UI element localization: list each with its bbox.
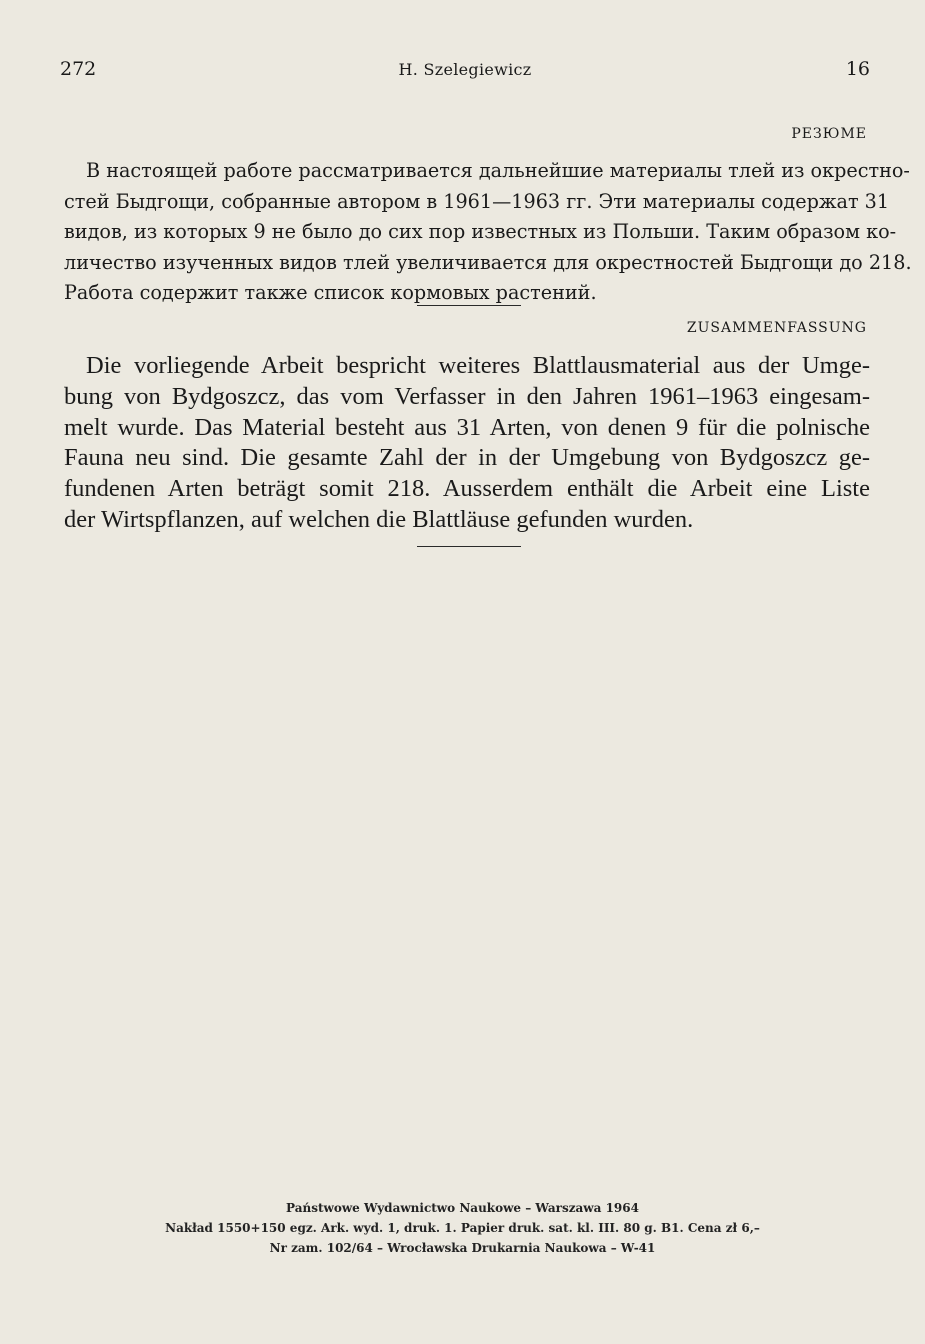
- paragraph-line: der Wirtspflanzen, auf welchen die Blattläuse gefunden wurden.: [64, 505, 694, 533]
- imprint-line: Państwowe Wydawnictwo Naukowe – Warszawa 1964: [286, 1201, 639, 1215]
- end-divider: [417, 546, 521, 547]
- imprint-line: Nr zam. 102/64 – Wrocławska Drukarnia Naukowa – W-41: [269, 1241, 656, 1255]
- paragraph-line: fundenen Arten beträgt somit 218. Ausserdem enthält die Arbeit eine Liste: [64, 475, 870, 503]
- running-header: [60, 58, 870, 86]
- publisher-imprint: [0, 1198, 925, 1258]
- running-head-author: H. Szelegiewicz: [398, 60, 532, 79]
- german-summary-heading: ZUSAMMENFASSUNG: [686, 320, 867, 336]
- paragraph-line: Работа содержит также список кормовых растений.: [64, 281, 597, 304]
- paragraph-line: melt wurde. Das Material besteht aus 31 Arten, von denen 9 für die polnische: [64, 413, 870, 441]
- page-number: 272: [60, 58, 97, 80]
- paragraph-line: bung von Bydgoszcz, das vom Verfasser in den Jahren 1961–1963 eingesam-: [64, 382, 870, 410]
- paragraph-line: Fauna neu sind. Die gesamte Zahl der in der Umgebung von Bydgoszcz ge-: [64, 444, 870, 472]
- german-summary-paragraph: [64, 351, 870, 536]
- imprint-line: Nakład 1550+150 egz. Ark. wyd. 1, druk. 1. Papier druk. sat. kl. III. 80 g. B1. Cena zł 6,–: [165, 1221, 760, 1235]
- volume-number: 16: [845, 58, 870, 80]
- paragraph-line: видов, из которых 9 не было до сих пор известных из Польши. Таким образом ко-: [64, 220, 897, 243]
- paragraph-line: стей Быдгощи, собранные автором в 1961—1963 гг. Эти материалы содержат 31: [64, 189, 890, 213]
- paragraph-line: личество изученных видов тлей увеличивается для окрестностей Быдгощи до 218.: [64, 250, 912, 274]
- russian-summary-heading: РЕЗЮМЕ: [791, 126, 867, 142]
- paragraph-line: В настоящей работе рассматривается дальнейшие материалы тлей из окрестно-: [86, 159, 910, 182]
- paragraph-line: Die vorliegende Arbeit bespricht weiteres Blattlausmaterial aus der Umge-: [86, 352, 870, 379]
- section-divider: [417, 305, 521, 306]
- russian-summary-paragraph: [64, 156, 912, 309]
